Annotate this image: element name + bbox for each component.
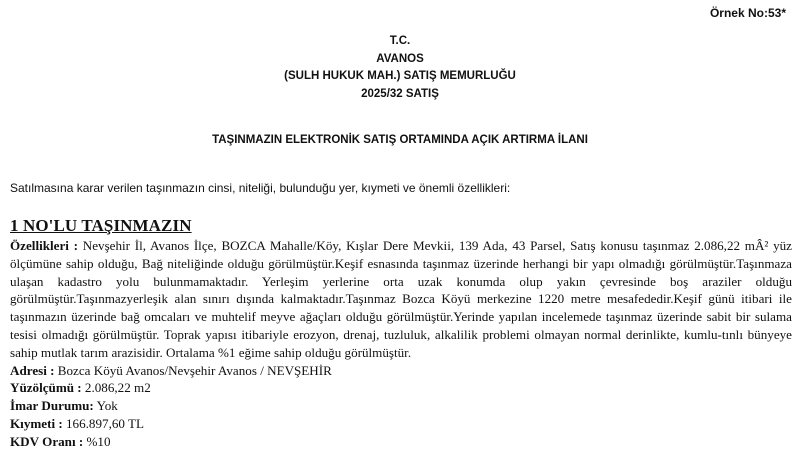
area-row xyxy=(10,379,792,397)
sample-number: Örnek No:53* xyxy=(709,6,786,20)
address-row xyxy=(10,362,792,380)
features-paragraph xyxy=(10,237,792,362)
value-row xyxy=(10,415,792,433)
property-details xyxy=(10,237,792,451)
zoning-value: Yok xyxy=(93,398,118,414)
header-file-number: 2025/32 SATIŞ xyxy=(361,87,439,100)
features-label: Özellikleri : xyxy=(10,238,79,253)
value-amount: 166.897,60 TL xyxy=(62,415,144,431)
header-tc: T.C. xyxy=(389,35,411,47)
features-text: Nevşehir İl, Avanos İlçe, BOZCA Mahalle/Köy, Kışlar Dere Mevkii, 139 Ada, 43 Parsel, Satış konusu taşınmaz 2.086,22 mÂ² yüz ölçümüne sahip olduğu, Bağ niteliğinde olduğu görülmüştür.Keşif esnasında taşınmaz üzerinde herhangi bir yapı olmadığı görülmüştür.Taşınmaza ulaşan kadastro yolu bulunmamaktadır. Yerleşim yerlerine orta uzak konumda olup yakın çevresinde boş araziler olduğu görülmüştür.Taşınmazyerleşik alan sınırı dışında kalmaktadır.Taşınmaz Bozca Köyü merkezine 1220 metre mesafededir.Keşif günü itibari ile taşınmazın üzerinde bağ omcaları ve muhtelif meyve ağaçları olduğu görülmüştür.Yerinde yapılan incelemede taşınmaz üzerinde sabit bir sulama tesisi olmadığı görülmüştür. Toprak yapısı itibariyle erozyon, drenaj, tuzluluk, alkalilik problemi olmayan normal derinlikte, kumlu-tınlı bünyeye sahip mutlak tarım arazisidir. Ortalama %1 eğime sahip olduğu görülmüştür. xyxy=(10,238,792,360)
address-label: Adresi : xyxy=(10,362,55,378)
announcement-title: TAŞINMAZIN ELEKTRONİK SATIŞ ORTAMINDA AÇIK ARTIRMA İLANI xyxy=(212,134,588,146)
value-label: Kıymeti : xyxy=(10,415,63,431)
document-header xyxy=(0,33,800,103)
zoning-row xyxy=(10,397,792,415)
zoning-label: İmar Durumu: xyxy=(10,398,94,414)
vat-label: KDV Oranı : xyxy=(10,433,84,449)
address-value: Bozca Köyü Avanos/Nevşehir Avanos / NEVŞEHİR xyxy=(54,362,332,378)
property-section-title: 1 NO'LU TAŞINMAZIN xyxy=(10,216,192,235)
header-city: AVANOS xyxy=(376,52,424,65)
vat-row xyxy=(10,433,792,451)
area-label: Yüzölçümü : xyxy=(10,380,82,396)
vat-value: %10 xyxy=(83,433,111,449)
header-office: (SULH HUKUK MAH.) SATIŞ MEMURLUĞU xyxy=(284,70,516,82)
area-value: 2.086,22 m2 xyxy=(81,380,151,396)
intro-text: Satılmasına karar verilen taşınmazın cinsi, niteliği, bulunduğu yer, kıymeti ve önemli özellikleri: xyxy=(10,181,511,195)
